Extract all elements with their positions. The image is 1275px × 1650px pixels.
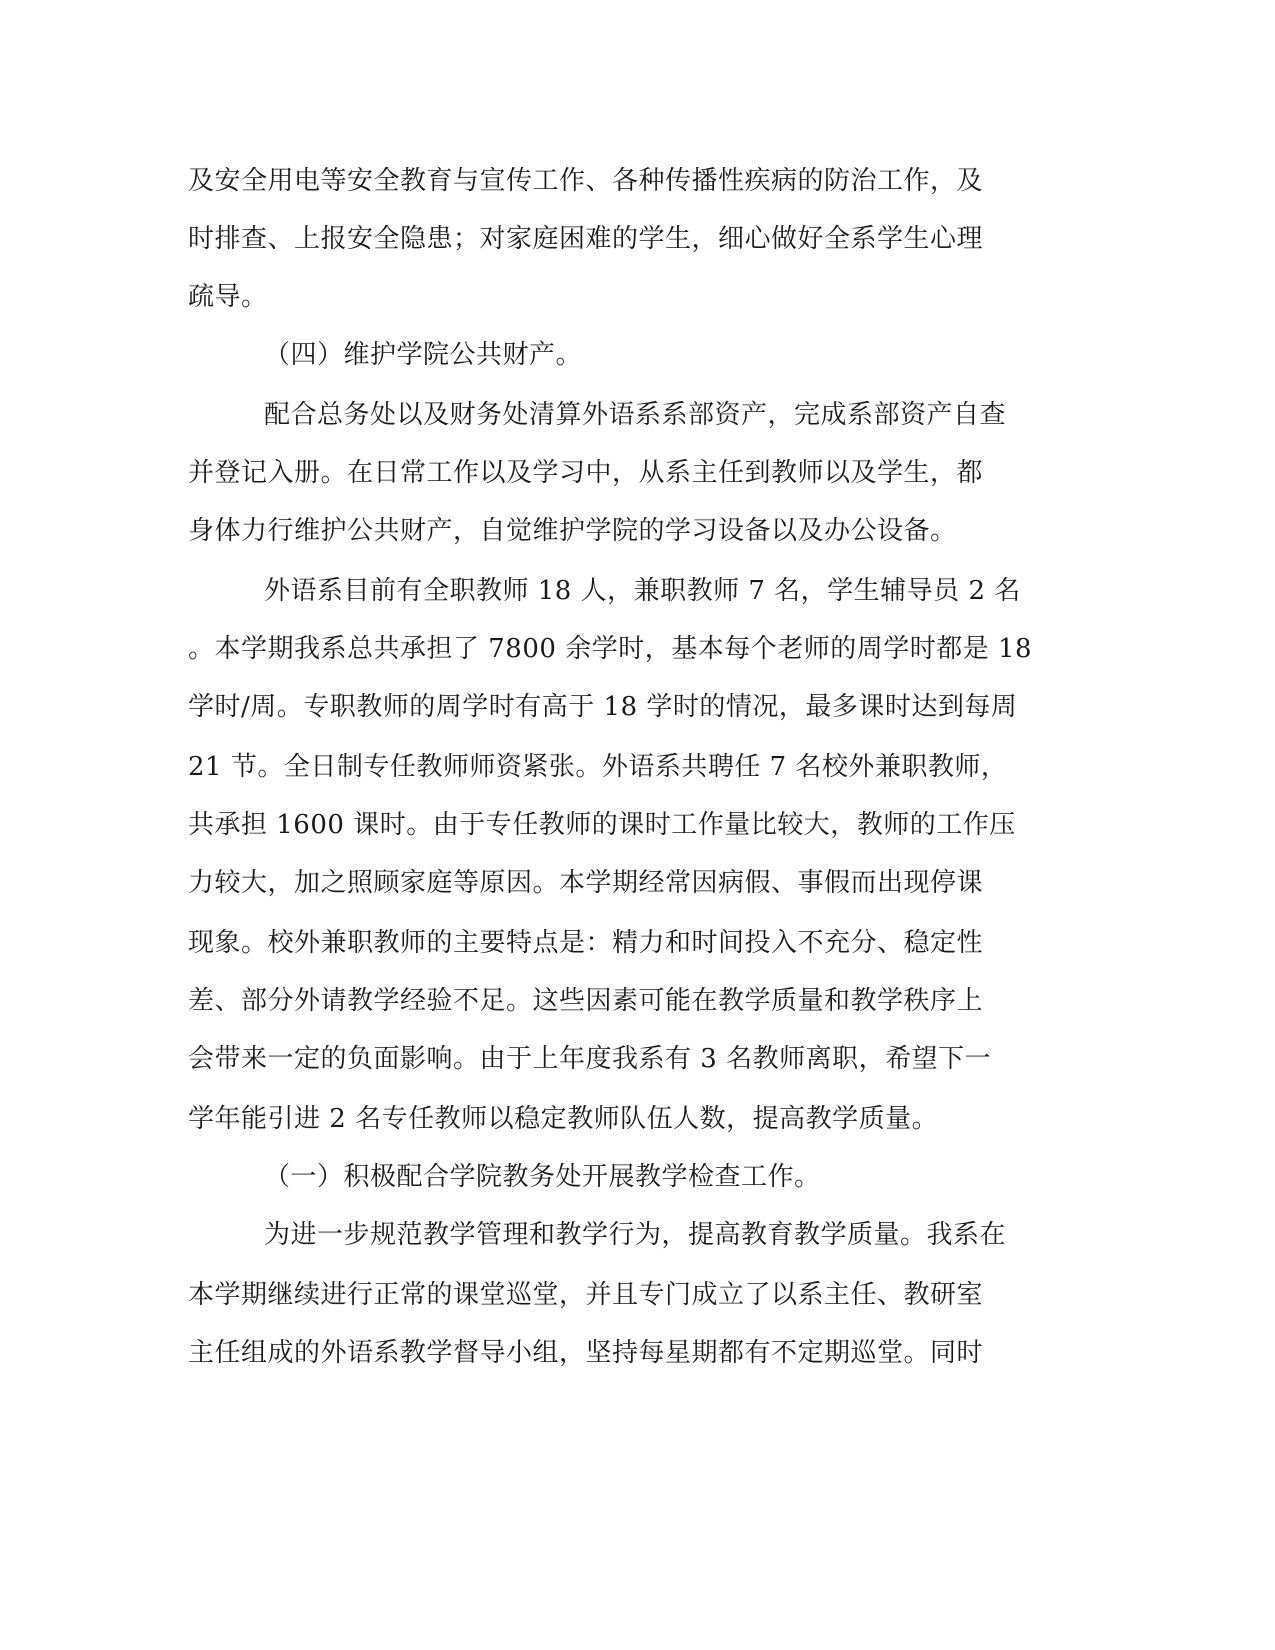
text-line: 及安全用电等安全教育与宣传工作、各种传播性疾病的防治工作，及	[188, 166, 984, 196]
section-heading: （四）维护学院公共财产。	[264, 340, 583, 370]
text-line: 外语系目前有全职教师 18 人，兼职教师 7 名，学生辅导员 2 名	[264, 576, 1021, 606]
text-line: 差、部分外请教学经验不足。这些因素可能在教学质量和教学秩序上	[188, 986, 984, 1016]
text-line: 本学期继续进行正常的课堂巡堂，并且专门成立了以系主任、教研室	[188, 1280, 984, 1310]
text-line: 21 节。全日制专任教师师资紧张。外语系共聘任 7 名校外兼职教师，	[188, 752, 1008, 782]
text-line: 。本学期我系总共承担了 7800 余学时，基本每个老师的周学时都是 18	[188, 634, 1033, 664]
text-line: 共承担 1600 课时。由于专任教师的课时工作量比较大，教师的工作压	[188, 810, 1016, 840]
text-line: 学时/周。专职教师的周学时有高于 18 学时的情况，最多课时达到每周	[188, 692, 1018, 722]
text-line: 为进一步规范教学管理和教学行为，提高教育教学质量。我系在	[264, 1220, 1007, 1250]
text-line: 学年能引进 2 名专任教师以稳定教师队伍人数，提高教学质量。	[188, 1104, 939, 1134]
section-heading: （一）积极配合学院教务处开展教学检查工作。	[264, 1162, 821, 1192]
text-line: 并登记入册。在日常工作以及学习中，从系主任到教师以及学生，都	[188, 458, 984, 488]
text-line: 疏导。	[188, 282, 268, 312]
text-line: 会带来一定的负面影响。由于上年度我系有 3 名教师离职，希望下一	[188, 1044, 992, 1074]
text-line: 身体力行维护公共财产，自觉维护学院的学习设备以及办公设备。	[188, 516, 957, 546]
text-line: 配合总务处以及财务处清算外语系系部资产，完成系部资产自查	[264, 400, 1007, 430]
text-line: 现象。校外兼职教师的主要特点是：精力和时间投入不充分、稳定性	[188, 928, 984, 958]
text-line: 时排查、上报安全隐患；对家庭困难的学生，细心做好全系学生心理	[188, 224, 984, 254]
text-line: 主任组成的外语系教学督导小组，坚持每星期都有不定期巡堂。同时	[188, 1338, 984, 1368]
text-line: 力较大，加之照顾家庭等原因。本学期经常因病假、事假而出现停课	[188, 868, 984, 898]
